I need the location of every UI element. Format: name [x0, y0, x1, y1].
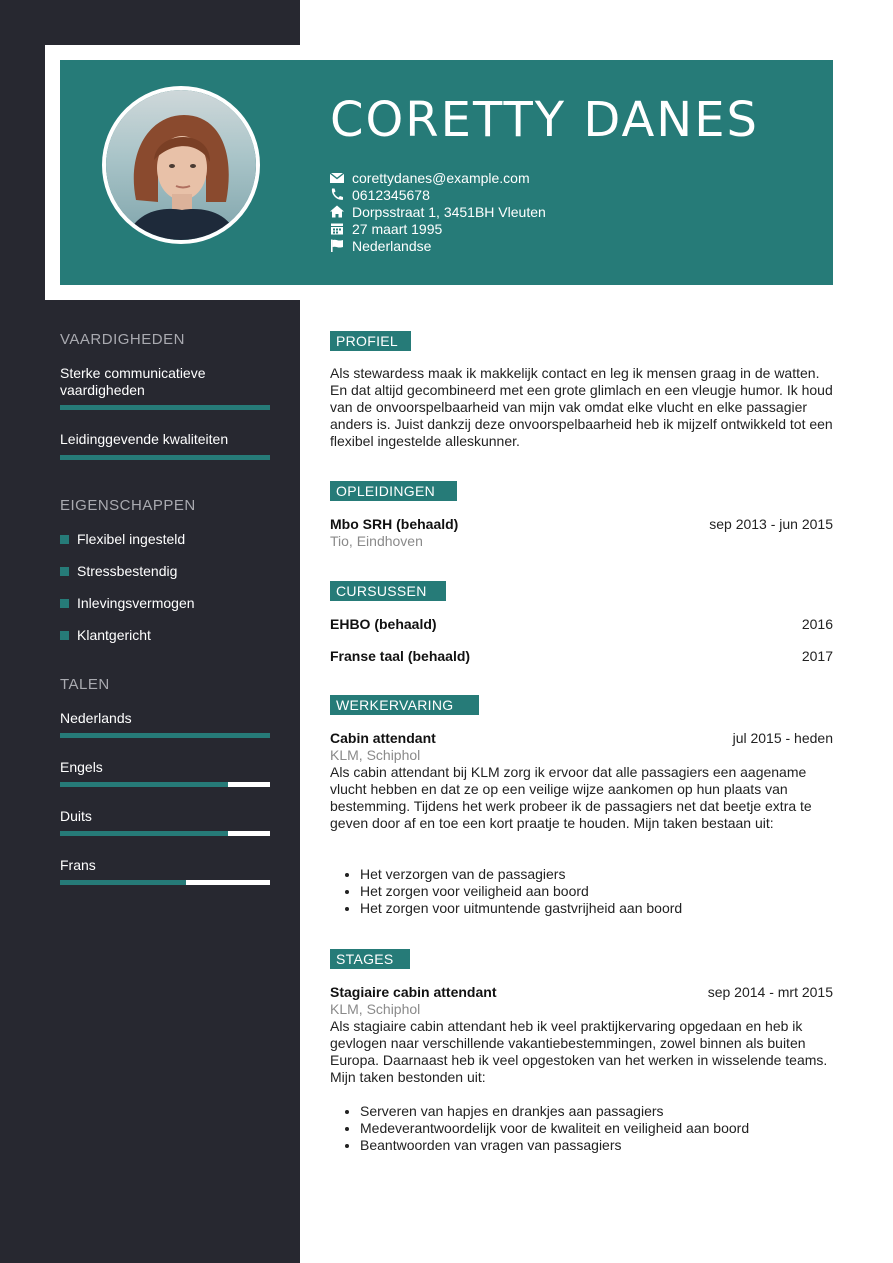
experience-title: Cabin attendant	[330, 730, 436, 746]
square-bullet-icon	[60, 631, 69, 640]
list-item: • Het zorgen voor veiligheid aan boord	[360, 883, 833, 900]
course-row	[330, 616, 833, 633]
language-item: Frans	[60, 857, 96, 873]
nationality-text: Nederlandse	[352, 237, 432, 254]
contact-list	[330, 169, 810, 254]
square-bullet-icon	[60, 599, 69, 608]
education-date: sep 2013 - jun 2015	[709, 516, 833, 532]
internship-row	[330, 984, 833, 1001]
experience-text: Als cabin attendant bij KLM zorg ik ervoor dat alle passagiers een aagename vlucht hebben en dat ze op een veilige wijze aankomen op hun plaats van bestemming. Tijdens het werk probeer ik de passagiers net dat beetje extra te geven door af en toe een kort praatje te houden. Mijn taken bestaan uit:	[330, 764, 812, 831]
internship-title: Stagiaire cabin attendant	[330, 984, 497, 1000]
skill-item: Leidinggevende kwaliteiten	[60, 431, 229, 447]
language-level-fill	[60, 782, 228, 787]
list-item: • Beantwoorden van vragen van passagiers	[360, 1137, 833, 1154]
list-item: • Serveren van hapjes en drankjes aan passagiers	[360, 1103, 833, 1120]
internship-text: Als stagiaire cabin attendant heb ik veel praktijkervaring opgedaan en heb ik gevlogen naar verschillende vakantiebestemmingen, zowel binnen als buiten Europa. Daarnaast heb ik veel opgestoken van het werken in wisselende teams. Mijn taken bestonden uit:	[330, 1018, 828, 1085]
birthdate-text: 27 maart 1995	[352, 220, 443, 237]
home-icon	[330, 205, 344, 218]
language-level-bar	[60, 733, 270, 738]
language-level-bar	[60, 782, 270, 787]
phone-icon	[330, 188, 344, 201]
language-level-bar	[60, 831, 270, 836]
experience-place: KLM, Schiphol	[330, 747, 421, 763]
internship-place: KLM, Schiphol	[330, 1001, 421, 1017]
experience-date: jul 2015 - heden	[732, 730, 833, 746]
flag-icon	[330, 239, 344, 252]
skill-level-bar	[60, 455, 270, 460]
skills-heading: VAARDIGHEDEN	[60, 331, 185, 348]
experience-row	[330, 730, 833, 747]
education-place: Tio, Eindhoven	[330, 533, 423, 549]
contact-phone	[330, 186, 810, 203]
language-level-fill	[60, 831, 228, 836]
profile-text: Als stewardess maak ik makkelijk contact en leg ik mensen graag in de watten. En dat altijd gecombineerd met een grote glimlach en een vleugje humor. Ik houd van de onvoorspelbaarheid van mijn vak omdat elke vlucht en elke passagier anders is. Juist dankzij deze onvoorspelbaarheid heb ik mijzelf ontwikkeld tot een flexibel ingestelde alleskunner.	[330, 365, 833, 449]
contact-address	[330, 203, 810, 220]
education-title: Mbo SRH (behaald)	[330, 516, 459, 532]
language-level-fill	[60, 880, 186, 885]
course-date: 2017	[801, 648, 833, 664]
email-text[interactable]: corettydanes@example.com	[352, 169, 530, 186]
internship-task-list	[330, 1103, 833, 1154]
course-title: EHBO (behaald)	[330, 616, 437, 632]
course-row	[330, 648, 833, 665]
contact-email	[330, 169, 810, 186]
list-item: • Het verzorgen van de passagiers	[360, 866, 833, 883]
calendar-icon	[330, 222, 344, 235]
trait-label: Klantgericht	[77, 627, 151, 643]
skill-level-fill	[60, 455, 270, 460]
trait-label: Inlevingsvermogen	[77, 595, 195, 611]
internship-date: sep 2014 - mrt 2015	[707, 984, 833, 1000]
internships-heading: STAGES	[330, 949, 410, 969]
square-bullet-icon	[60, 535, 69, 544]
trait-label: Stressbestendig	[77, 563, 178, 579]
trait-label: Flexibel ingesteld	[77, 531, 186, 547]
courses-heading: CURSUSSEN	[330, 581, 446, 601]
profile-photo	[102, 86, 260, 244]
square-bullet-icon	[60, 567, 69, 576]
list-item: • Het zorgen voor uitmuntende gastvrijheid aan boord	[360, 900, 833, 917]
language-item: Duits	[60, 808, 92, 824]
experience-task-list	[330, 866, 833, 917]
language-level-bar	[60, 880, 270, 885]
course-date: 2016	[801, 616, 833, 632]
course-title: Franse taal (behaald)	[330, 648, 471, 664]
education-row	[330, 516, 833, 533]
list-item: • Medeverantwoordelijk voor de kwaliteit en veiligheid aan boord	[360, 1120, 833, 1137]
trait-item	[60, 595, 195, 611]
experience-heading: WERKERVARING	[330, 695, 479, 715]
language-level-fill	[60, 733, 270, 738]
contact-nationality	[330, 237, 810, 254]
phone-text[interactable]: 0612345678	[352, 186, 430, 203]
trait-item	[60, 627, 151, 643]
trait-item	[60, 563, 177, 579]
skill-item: Sterke communicatieve vaardigheden	[60, 365, 206, 398]
candidate-name: CORETTY DANES	[330, 92, 760, 148]
contact-birthdate	[330, 220, 810, 237]
traits-heading: EIGENSCHAPPEN	[60, 497, 196, 514]
address-text: Dorpsstraat 1, 3451BH Vleuten	[352, 203, 546, 220]
trait-item	[60, 531, 185, 547]
skill-level-bar	[60, 405, 270, 410]
language-item: Nederlands	[60, 710, 132, 726]
skill-level-fill	[60, 405, 270, 410]
language-item: Engels	[60, 759, 103, 775]
profile-heading: PROFIEL	[330, 331, 411, 351]
languages-heading: TALEN	[60, 676, 110, 693]
envelope-icon	[330, 171, 344, 184]
education-heading: OPLEIDINGEN	[330, 481, 457, 501]
